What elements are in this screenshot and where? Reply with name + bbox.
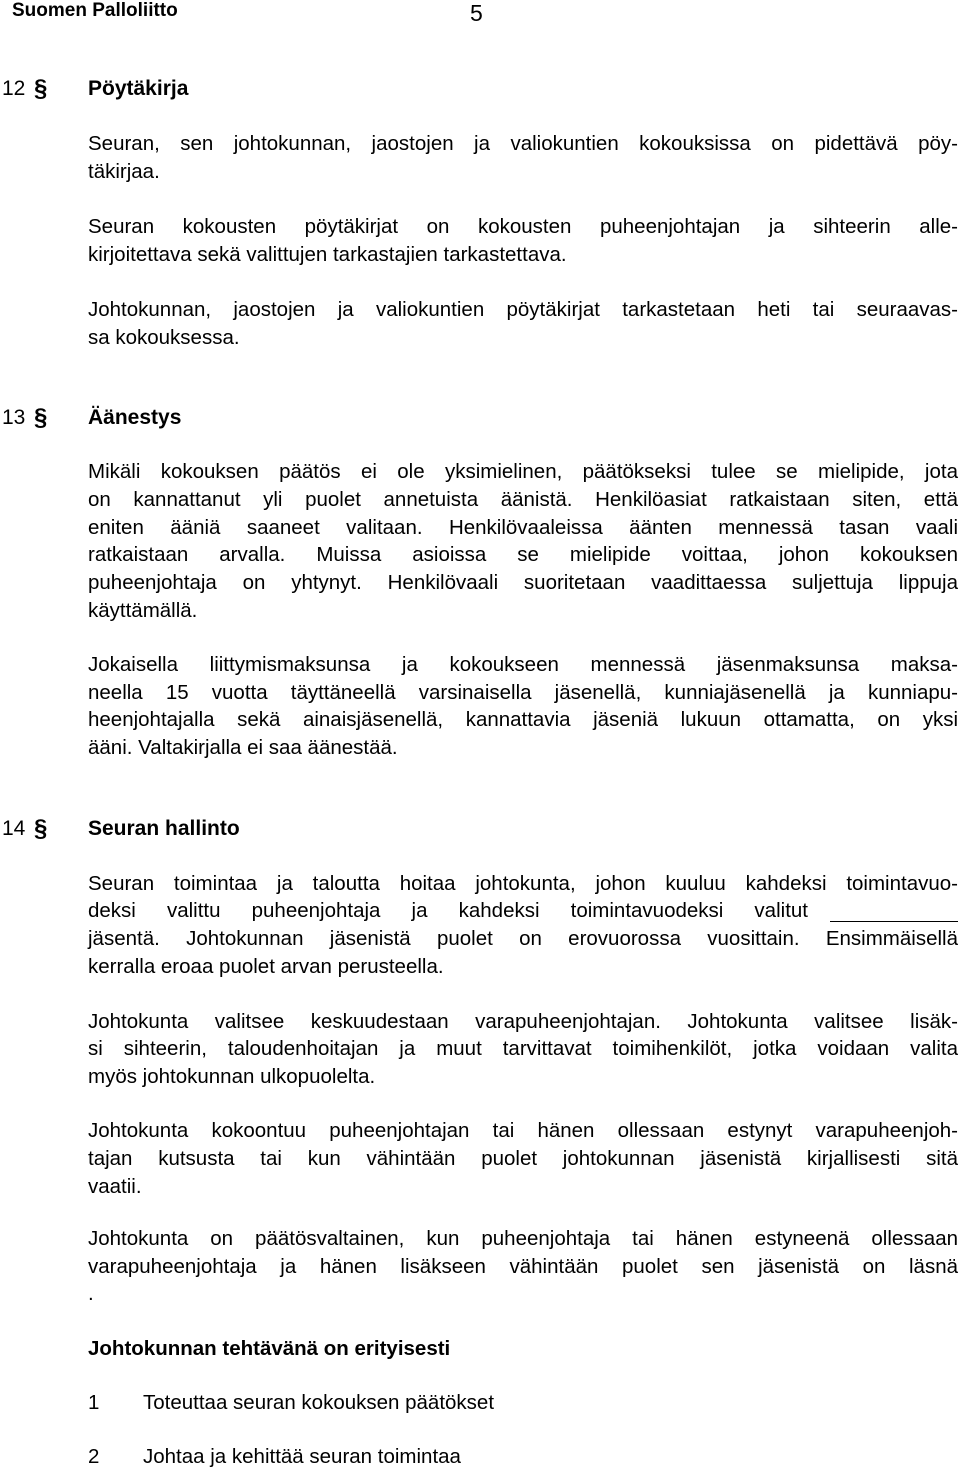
paragraph-line: sa kokouksessa. xyxy=(88,326,240,349)
organization-name: Suomen Palloliitto xyxy=(12,0,178,21)
blank-line xyxy=(830,897,958,922)
list-item-number: 2 xyxy=(88,1445,100,1468)
paragraph-line: ratkaistaan arvalla. Muissa asioissa se mielipide voittaa, johon kokouksen xyxy=(88,543,958,566)
section-number: 14 xyxy=(2,817,26,840)
section-title: Äänestys xyxy=(88,406,182,429)
section-symbol: § xyxy=(34,815,48,842)
paragraph-line: eniten ääniä saaneet valitaan. Henkilövaaleissa äänten mennessä tasan vaali xyxy=(88,516,958,539)
paragraph-line: varapuheenjohtaja ja hänen lisäkseen vähintään puolet sen jäsenistä on läsnä xyxy=(88,1255,958,1278)
page-number: 5 xyxy=(470,0,483,26)
paragraph-line: on kannattanut yli puolet annetuista äänistä. Henkilöasiat ratkaistaan siten, että xyxy=(88,488,958,511)
paragraph-line: Johtokunta kokoontuu puheenjohtajan tai hänen ollessaan estynyt varapuheenjoh- xyxy=(88,1119,958,1142)
paragraph-line: neella 15 vuotta täyttäneellä varsinaisella jäsenellä, kunniajäsenellä ja kunniapu- xyxy=(88,681,958,704)
paragraph-line: heenjohtajalla sekä ainaisjäsenellä, kannattavia jäseniä lukuun ottamatta, on yksi xyxy=(88,708,958,731)
paragraph-line: Seuran, sen johtokunnan, jaostojen ja valiokuntien kokouksissa on pidettävä pöy- xyxy=(88,132,958,155)
section-number: 12 xyxy=(2,77,26,100)
paragraph-line: Johtokunta valitsee keskuudestaan varapuheenjohtajan. Johtokunta valitsee lisäk- xyxy=(88,1010,958,1033)
paragraph-line: käyttämällä. xyxy=(88,599,198,622)
section-symbol: § xyxy=(34,404,48,431)
section-title: Pöytäkirja xyxy=(88,77,189,100)
section-title: Seuran hallinto xyxy=(88,817,240,840)
paragraph-line: . xyxy=(88,1282,94,1305)
paragraph-line: Jokaisella liittymismaksunsa ja kokoukseen mennessä jäsenmaksunsa maksa- xyxy=(88,653,958,676)
paragraph-line: Mikäli kokouksen päätös ei ole yksimielinen, päätökseksi tulee se mielipide, jota xyxy=(88,460,958,483)
paragraph-line: si sihteerin, taloudenhoitajan ja muut tarvittavat toimihenkilöt, jotka voidaan valita xyxy=(88,1037,958,1060)
list-item-number: 1 xyxy=(88,1391,100,1414)
paragraph-line: täkirjaa. xyxy=(88,160,160,183)
paragraph-line: vaatii. xyxy=(88,1175,142,1198)
paragraph-line: Seuran kokousten pöytäkirjat on kokousten puheenjohtajan ja sihteerin alle- xyxy=(88,215,958,238)
paragraph-line: deksi valittu puheenjohtaja ja kahdeksi toimintavuodeksi valitut xyxy=(88,899,808,922)
paragraph-line: ääni. Valtakirjalla ei saa äänestää. xyxy=(88,736,398,759)
paragraph-line: Johtokunta on päätösvaltainen, kun puheenjohtaja tai hänen estyneenä ollessaan xyxy=(88,1227,958,1250)
subheading: Johtokunnan tehtävänä on erityisesti xyxy=(88,1337,451,1360)
list-item-text: Johtaa ja kehittää seuran toimintaa xyxy=(143,1445,461,1468)
paragraph-line: jäsentä. Johtokunnan jäsenistä puolet on erovuorossa vuosittain. Ensimmäisellä xyxy=(88,927,958,950)
paragraph-line: kirjoitettava sekä valittujen tarkastajien tarkastettava. xyxy=(88,243,567,266)
paragraph-line: kerralla eroaa puolet arvan perusteella. xyxy=(88,955,444,978)
section-symbol: § xyxy=(34,75,48,102)
paragraph-line: puheenjohtaja on yhtynyt. Henkilövaali suoritetaan vaadittaessa suljettuja lippuja xyxy=(88,571,958,594)
paragraph-line: Seuran toimintaa ja taloutta hoitaa johtokunta, johon kuuluu kahdeksi toimintavuo- xyxy=(88,872,958,895)
list-item-text: Toteuttaa seuran kokouksen päätökset xyxy=(143,1391,495,1414)
paragraph-line: tajan kutsusta tai kun vähintään puolet johtokunnan jäsenistä kirjallisesti sitä xyxy=(88,1147,958,1170)
paragraph-line: Johtokunnan, jaostojen ja valiokuntien pöytäkirjat tarkastetaan heti tai seuraavas- xyxy=(88,298,958,321)
section-number: 13 xyxy=(2,406,26,429)
paragraph-line: myös johtokunnan ulkopuolelta. xyxy=(88,1065,376,1088)
